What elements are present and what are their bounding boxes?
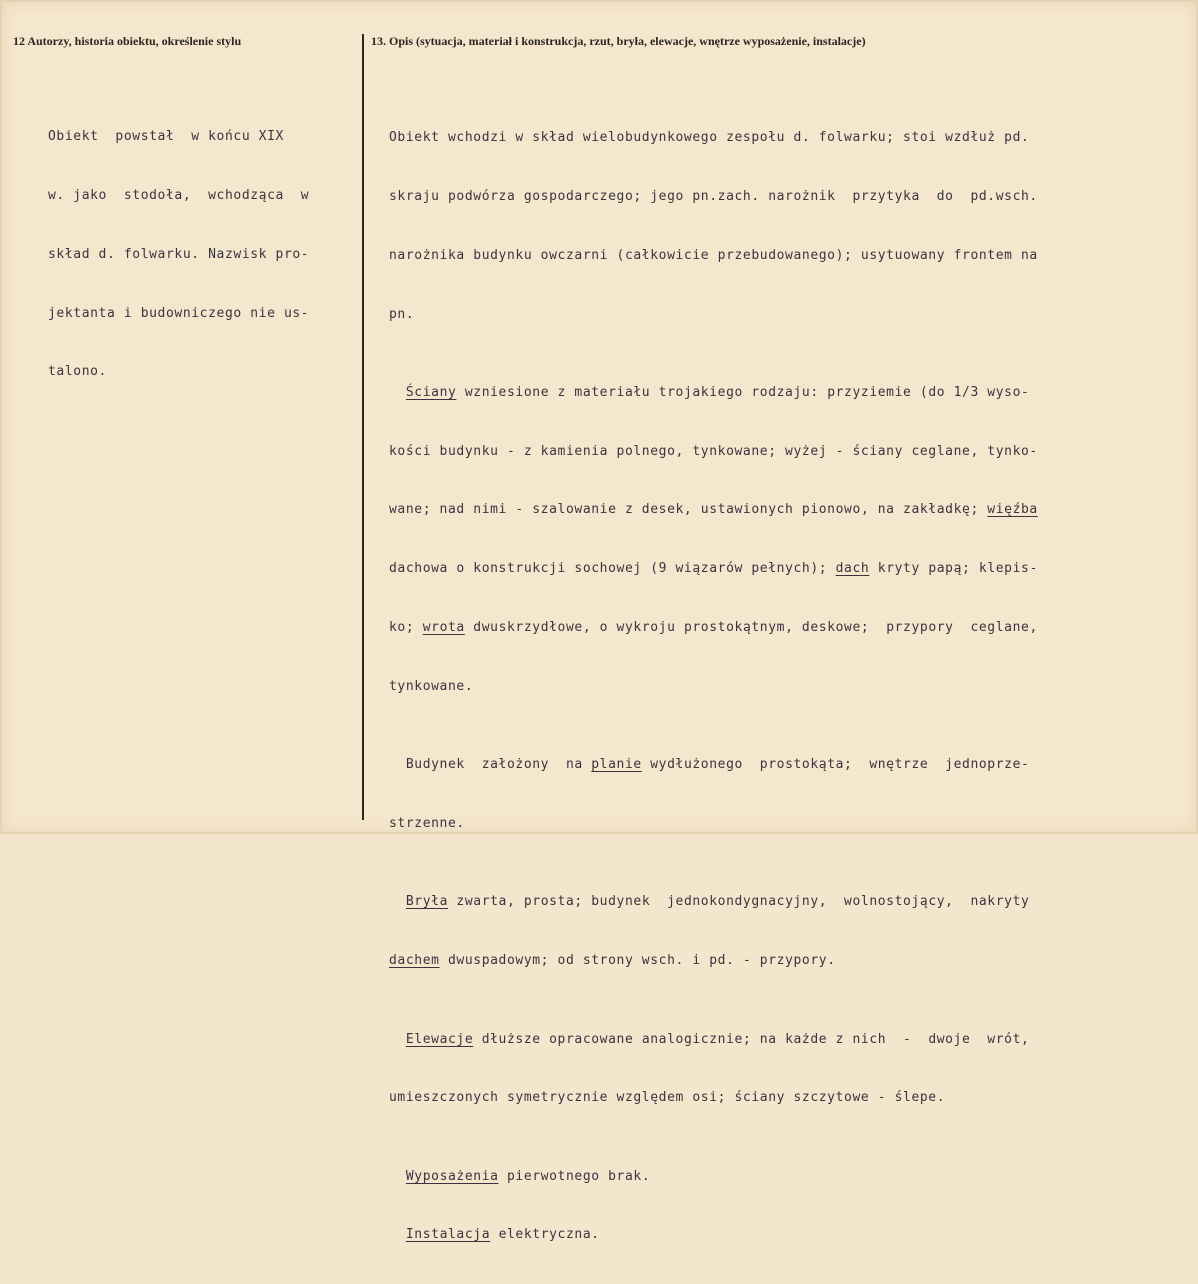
heading-wiezba: więźba [987, 502, 1038, 518]
desc-line: Wyposażenia pierwotnego brak. [405, 1168, 651, 1184]
heading-wrota: wrota [422, 620, 465, 636]
heading-sciany: Ściany [405, 384, 457, 400]
desc-line: strzenne. [389, 815, 465, 831]
desc-line: pn. [389, 306, 415, 322]
desc-line: Elewacje dłuższe opracowane analogicznie; na każde z nich - dwoje wrót, [405, 1031, 1030, 1047]
desc-line: Budynek założony na planie wydłużonego prostokąta; wnętrze jednoprze- [389, 757, 1030, 773]
desc-line: Instalacja elektryczna. [405, 1227, 600, 1243]
history-line: talono. [48, 364, 107, 380]
history-line: w. jako stodoła, wchodząca w [48, 187, 310, 203]
desc-line: dachowa o konstrukcji sochowej (9 wiązarów pełnych); dach kryty papą; klepis- [389, 561, 1038, 577]
desc-line: dachem dwuspadowym; od strony wsch. i pd. - przypory. [389, 953, 836, 969]
heading-instalacja: Instalacja [405, 1227, 491, 1243]
desc-line: narożnika budynku owczarni (całkowicie przebudowanego); usytuowany frontem na [389, 247, 1038, 263]
history-line: Obiekt powstał w końcu XIX [48, 129, 284, 145]
desc-line: skraju podwórza gospodarczego; jego pn.zach. narożnik przytyka do pd.wsch. [389, 188, 1038, 204]
desc-line: umieszczonych symetrycznie względem osi; ściany szczytowe - ślepe. [389, 1090, 946, 1106]
desc-line: wane; nad nimi - szalowanie z desek, ustawionych pionowo, na zakładkę; więźba [389, 502, 1038, 518]
heading-elewacje: Elewacje [405, 1031, 474, 1047]
heading-wyposazenie: Wyposażenia [405, 1168, 499, 1184]
heading-plan: planie [591, 757, 642, 773]
desc-line: tynkowane. [389, 678, 474, 694]
desc-line: Ściany wzniesione z materiału trojakiego rodzaju: przyziemie (do 1/3 wyso- [405, 384, 1030, 400]
history-line: skład d. folwarku. Nazwisk pro- [48, 246, 310, 262]
heading-dach: dach [835, 561, 870, 577]
desc-line: kości budynku - z kamienia polnego, tynkowane; wyżej - ściany ceglane, tynko- [389, 443, 1038, 459]
desc-line: Bryła zwarta, prosta; budynek jednokondygnacyjny, wolnostojący, nakryty [405, 894, 1030, 910]
section-12-header: 12 Autorzy, historia obiektu, określenie stylu [13, 34, 242, 48]
heading-dachem: dachem [389, 953, 440, 969]
desc-line: Obiekt wchodzi w skład wielobudynkowego zespołu d. folwarku; stoi wzdłuż pd. [389, 130, 1030, 146]
column-divider [362, 34, 364, 820]
history-text [48, 88, 309, 421]
description-text [389, 89, 1038, 1284]
heading-bryla: Bryła [405, 894, 448, 910]
desc-line: ko; wrota dwuskrzydłowe, o wykroju prostokątnym, deskowe; przypory ceglane, [389, 620, 1038, 636]
section-13-header: 13. Opis (sytuacja, materiał i konstrukcja, rzut, bryła, elewacje, wnętrze wyposażenie, instalacje) [371, 34, 866, 48]
history-line: jektanta i budowniczego nie us- [48, 305, 310, 321]
